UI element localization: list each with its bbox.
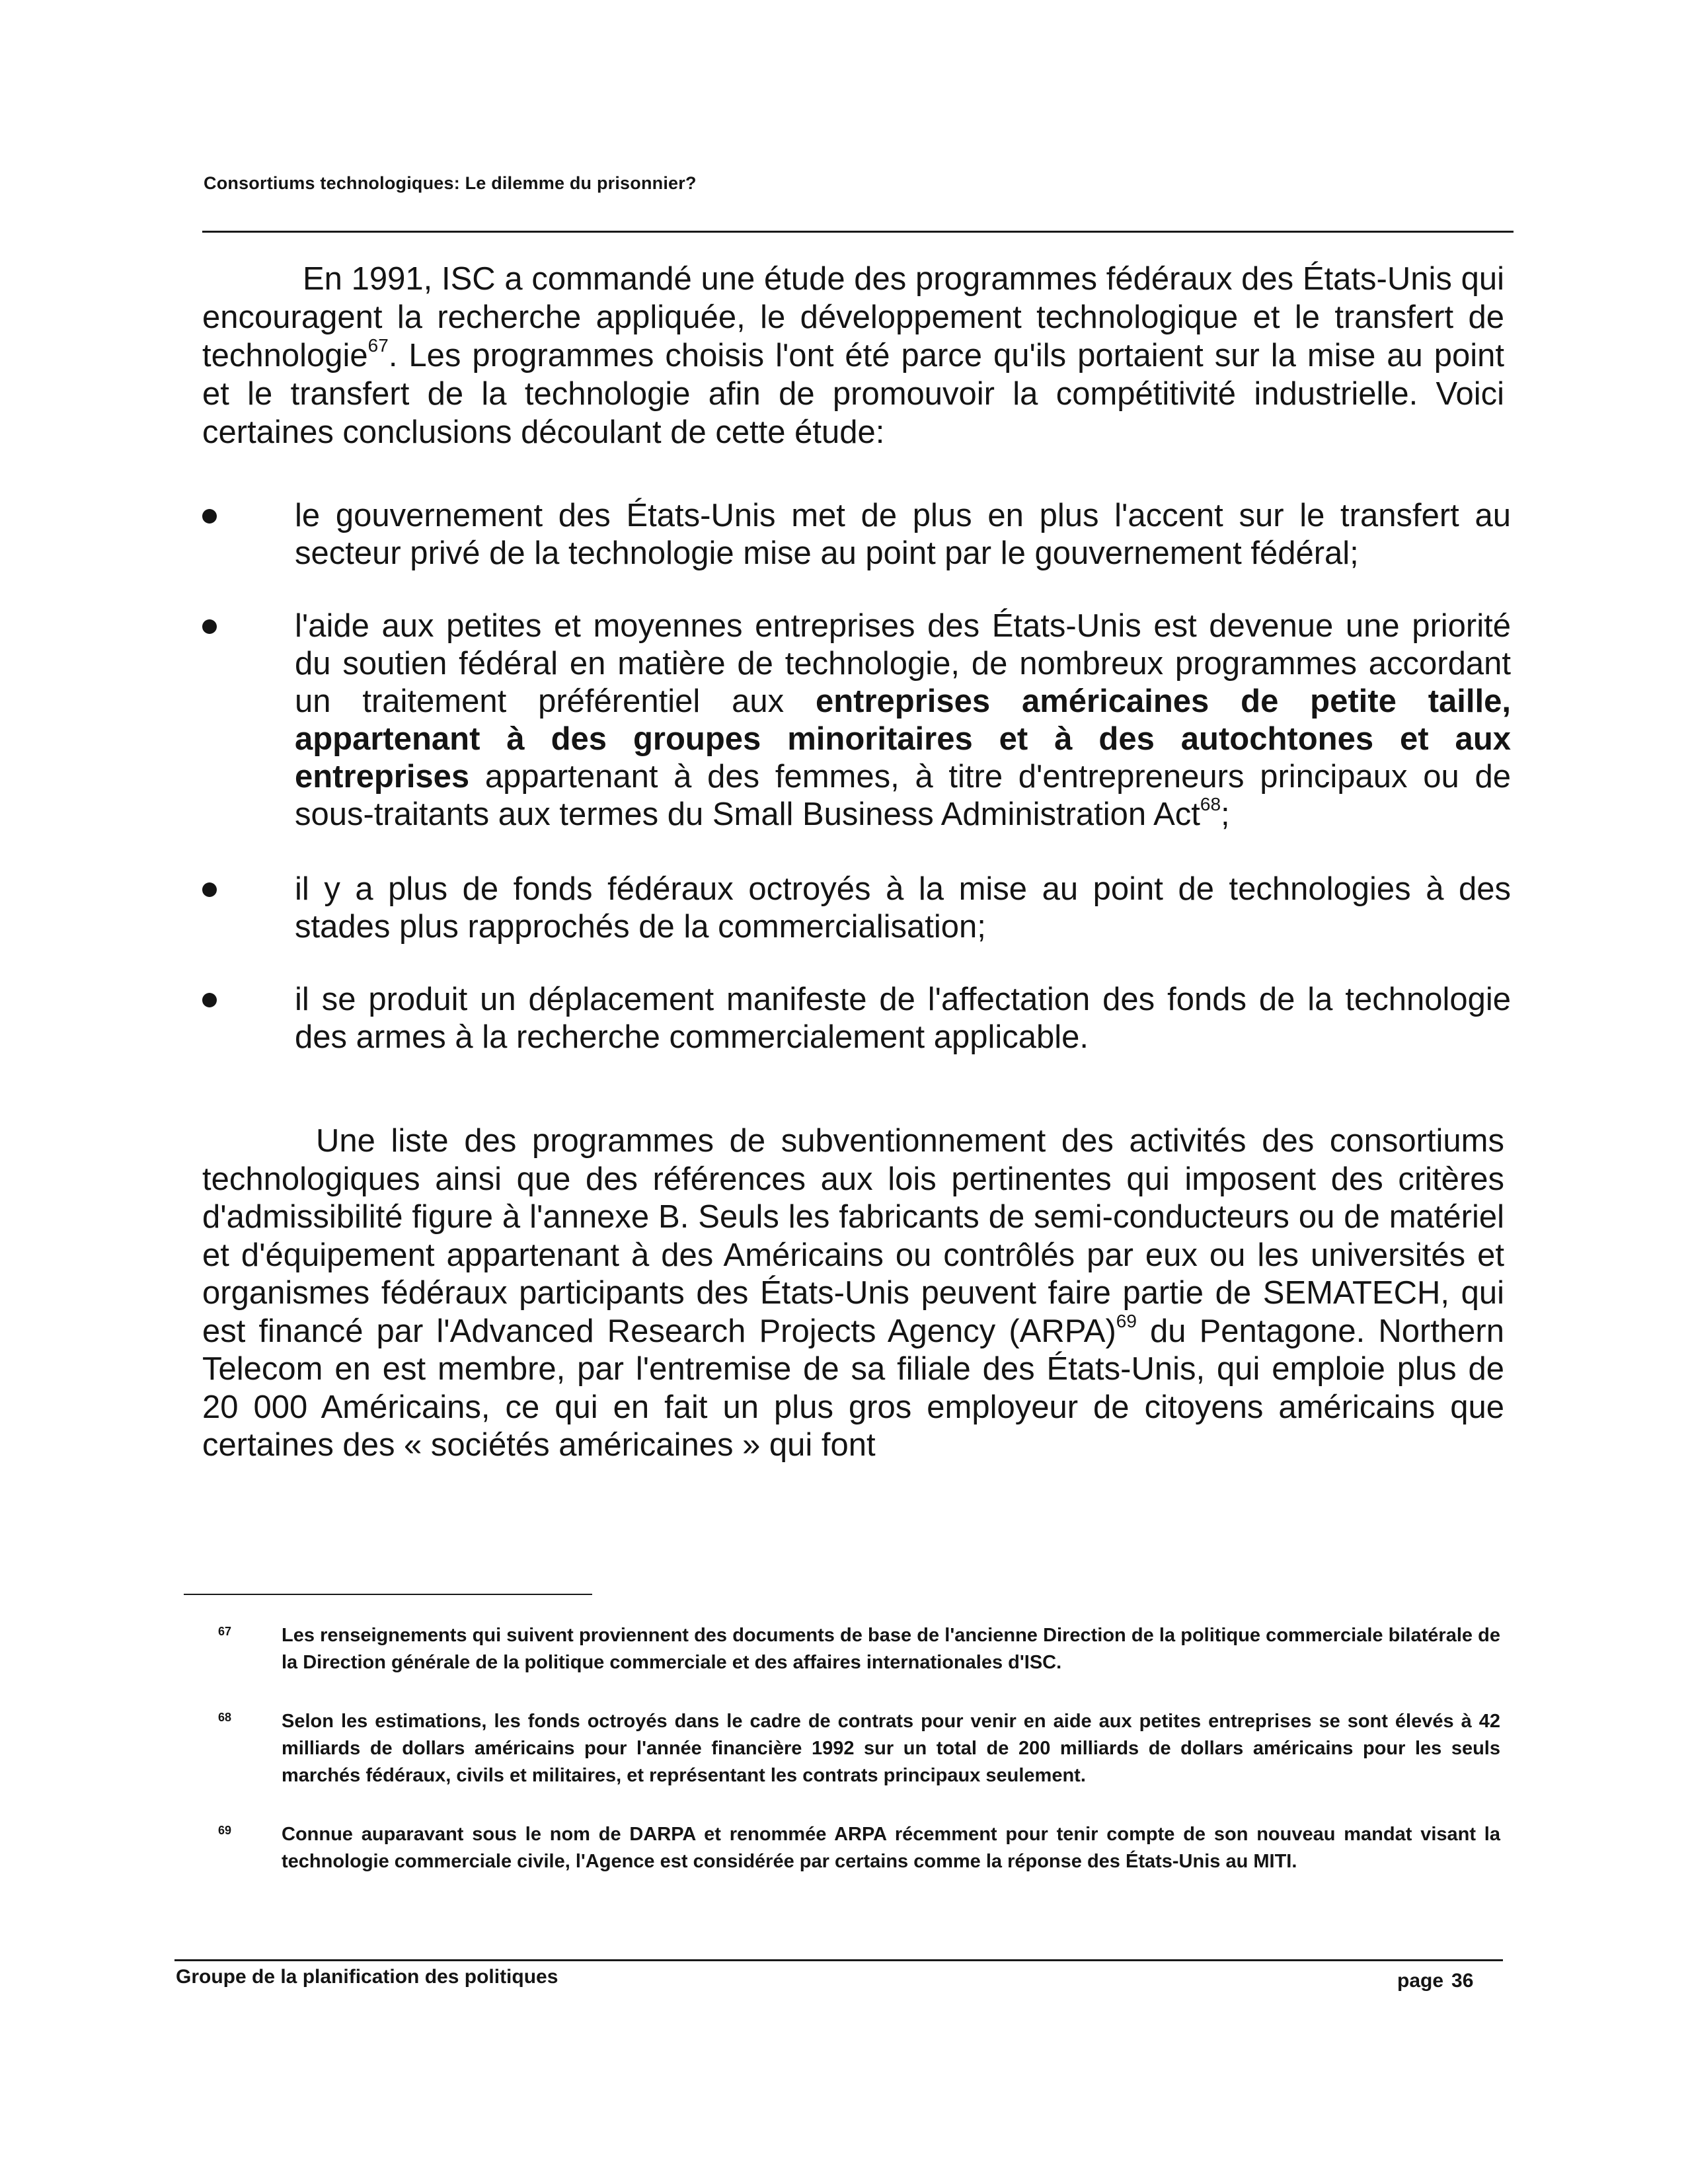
page-number-value: 36 xyxy=(1451,1970,1474,1992)
list-item xyxy=(196,497,1511,572)
paragraph-programs-text-1: Une liste des programmes de subventionnement des activités des consortiums technologiques ainsi que des références aux lois pertinentes qui imposent des critères d'admissibilité figure à l'annexe B. Seuls les fabricants de semi-conducteurs ou de matériel et d'équipement appartenant à des Américains ou contrôlés par eux ou les universités et organismes fédéraux participants des États-Unis peuvent faire partie de SEMATECH, qui est financé par l'Advanced Research Projects Agency (ARPA) xyxy=(202,1123,1504,1349)
footnote-68 xyxy=(218,1708,1500,1789)
running-header: Consortiums technologiques: Le dilemme du prisonnier? xyxy=(204,173,697,193)
footnote-number: 69 xyxy=(218,1824,232,1837)
footer-rule xyxy=(174,1959,1503,1961)
list-item xyxy=(196,607,1511,834)
list-item xyxy=(196,871,1511,946)
footnote-ref-68: 68 xyxy=(1200,794,1221,814)
list-item-text: il se produit un déplacement manifeste de l'affectation des fonds de la technologie des armes à la recherche commercialement applicable. xyxy=(295,982,1511,1055)
list-item-text: appartenant à des femmes, à titre d'entrepreneurs principaux ou de sous-traitants aux termes du Small Business Administration Act xyxy=(295,759,1511,832)
list-item-text: il y a plus de fonds fédéraux octroyés à la mise au point de technologies à des stades plus rapprochés de la commercialisation; xyxy=(295,871,1511,945)
list-item-bold-text: entreprises américaines de petite taille, appartenant à des groupes minoritaires et à des autochtones et aux entreprises xyxy=(295,683,1511,795)
bullet-icon xyxy=(202,509,217,524)
footnote-text: Les renseignements qui suivent proviennent des documents de base de l'ancienne Direction de la politique commerciale bilatérale de la Direction générale de la politique commerciale et des affaires internationales d'ISC. xyxy=(282,1625,1500,1673)
footnote-number: 68 xyxy=(218,1711,232,1724)
footnote-69 xyxy=(218,1821,1500,1875)
footnote-ref-69: 69 xyxy=(1116,1310,1137,1331)
footer-organization: Groupe de la planification des politiques xyxy=(176,1966,558,1988)
footnote-text: Selon les estimations, les fonds octroyés dans le cadre de contrats pour venir en aide aux petites entreprises se sont élevés à 42 milliards de dollars américains pour l'année financière 1992 sur un total de 200 milliards de dollars américains pour les seuls marchés fédéraux, civils et militaires, et représentant les contrats principaux seulement. xyxy=(282,1711,1500,1786)
paragraph-programs-text-2: du Pentagone. Northern Telecom en est membre, par l'entremise de sa filiale des États-Unis, qui emploie plus de 20 000 Américains, ce qui en fait un plus gros employeur de citoyens américains que certaines des « sociétés américaines » qui font xyxy=(202,1313,1505,1463)
bullet-icon xyxy=(202,619,217,634)
page-label: page xyxy=(1397,1970,1444,1992)
list-item-text: le gouvernement des États-Unis met de plus en plus l'accent sur le transfert au secteur privé de la technologie mise au point par le gouvernement fédéral; xyxy=(295,498,1511,571)
footnote-separator xyxy=(184,1594,592,1595)
list-item xyxy=(196,981,1511,1056)
conclusions-list xyxy=(196,497,1511,1056)
footnote-ref-67: 67 xyxy=(367,335,389,356)
footnotes xyxy=(218,1622,1500,1875)
header-rule xyxy=(202,231,1514,233)
footnote-text: Connue auparavant sous le nom de DARPA et renommée ARPA récemment pour tenir compte de son nouveau mandat visant la technologie commerciale civile, l'Agence est considérée par certains comme la réponse des États-Unis au MITI. xyxy=(282,1824,1500,1872)
footnote-67 xyxy=(218,1622,1500,1676)
paragraph-intro xyxy=(202,260,1504,451)
bullet-icon xyxy=(202,993,217,1007)
list-item-text: ; xyxy=(1221,797,1230,832)
paragraph-intro-text-1: En 1991, ISC a commandé une étude des programmes fédéraux des États-Unis qui encouragent la recherche appliquée, le développement technologique et le transfert de technologie xyxy=(202,261,1504,373)
footnote-number: 67 xyxy=(218,1625,232,1638)
paragraph-intro-text-2: . Les programmes choisis l'ont été parce qu'ils portaient sur la mise au point et le transfert de la technologie afin de promouvoir la compétitivité industrielle. Voici certaines conclusions découlant de cette étude: xyxy=(202,338,1504,450)
list-item-text: l'aide aux petites et moyennes entreprises des États-Unis est devenue une priorité du soutien fédéral en matière de technologie, de nombreux programmes accordant un traitement préférentiel aux xyxy=(295,608,1511,719)
paragraph-programs xyxy=(202,1122,1504,1465)
page-number xyxy=(1397,1970,1473,1992)
bullet-icon xyxy=(202,882,217,897)
